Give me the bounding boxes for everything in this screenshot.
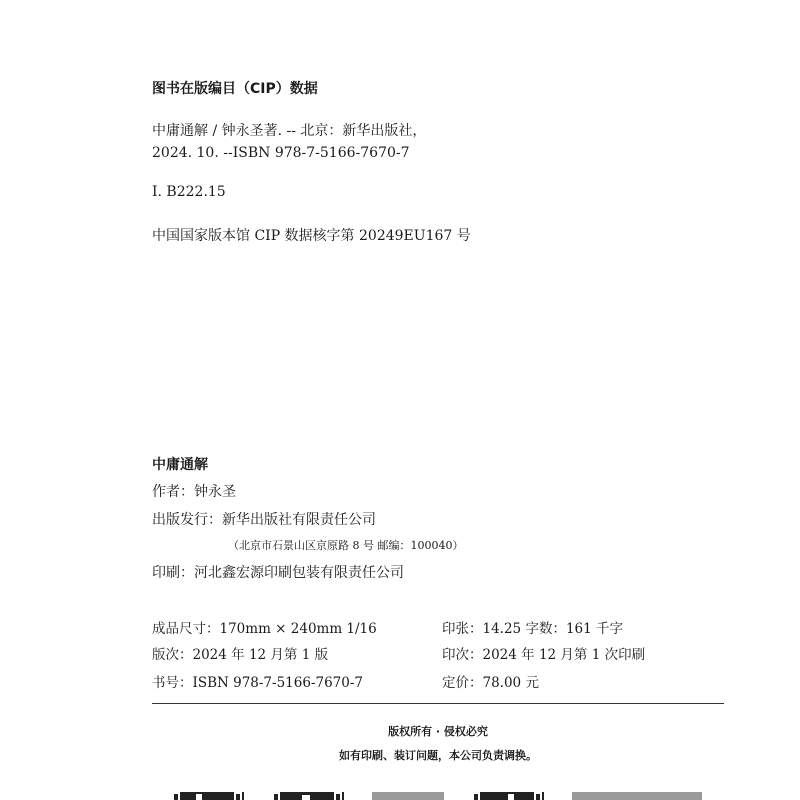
qr-code-icon — [272, 792, 344, 800]
book-title: 中庸通解 — [152, 457, 208, 473]
spec-isbn: 书号：ISBN 978-7-5166-7670-7 — [152, 675, 364, 691]
binding-notice: 如有印刷、装订问题，本公司负责调换。 — [339, 749, 537, 762]
rights-notice: 版权所有 · 侵权必究 — [388, 725, 488, 738]
printer-line: 印刷：河北鑫宏源印刷包装有限责任公司 — [152, 565, 404, 581]
cip-entry-line-2: 2024. 10. --ISBN 978-7-5166-7670-7 — [152, 145, 410, 161]
qr-code-icon — [472, 792, 544, 800]
cip-heading: 图书在版编目（CIP）数据 — [152, 81, 318, 97]
spec-price: 定价：78.00 元 — [442, 675, 539, 691]
divider-rule — [152, 703, 724, 704]
cip-library-note: 中国国家版本馆 CIP 数据核字第 20249EU167 号 — [152, 228, 471, 244]
publisher-address: （北京市石景山区京原路 8 号 邮编：100040） — [228, 539, 464, 552]
spec-edition: 版次：2024 年 12 月第 1 版 — [152, 647, 329, 663]
spec-impression: 印次：2024 年 12 月第 1 次印刷 — [442, 647, 646, 663]
logo-image — [572, 792, 702, 800]
publisher-line: 出版发行：新华出版社有限责任公司 — [152, 512, 376, 528]
logo-image — [372, 792, 444, 800]
author-line: 作者：钟永圣 — [152, 484, 236, 500]
spec-print-sheets: 印张：14.25 字数：161 千字 — [442, 621, 623, 637]
cip-entry-line-1: 中庸通解 / 钟永圣著. -- 北京：新华出版社， — [152, 123, 427, 139]
spec-size: 成品尺寸：170mm × 240mm 1/16 — [152, 621, 377, 637]
qr-code-icon — [172, 792, 244, 800]
cip-classification: Ⅰ. B222.15 — [152, 184, 226, 200]
